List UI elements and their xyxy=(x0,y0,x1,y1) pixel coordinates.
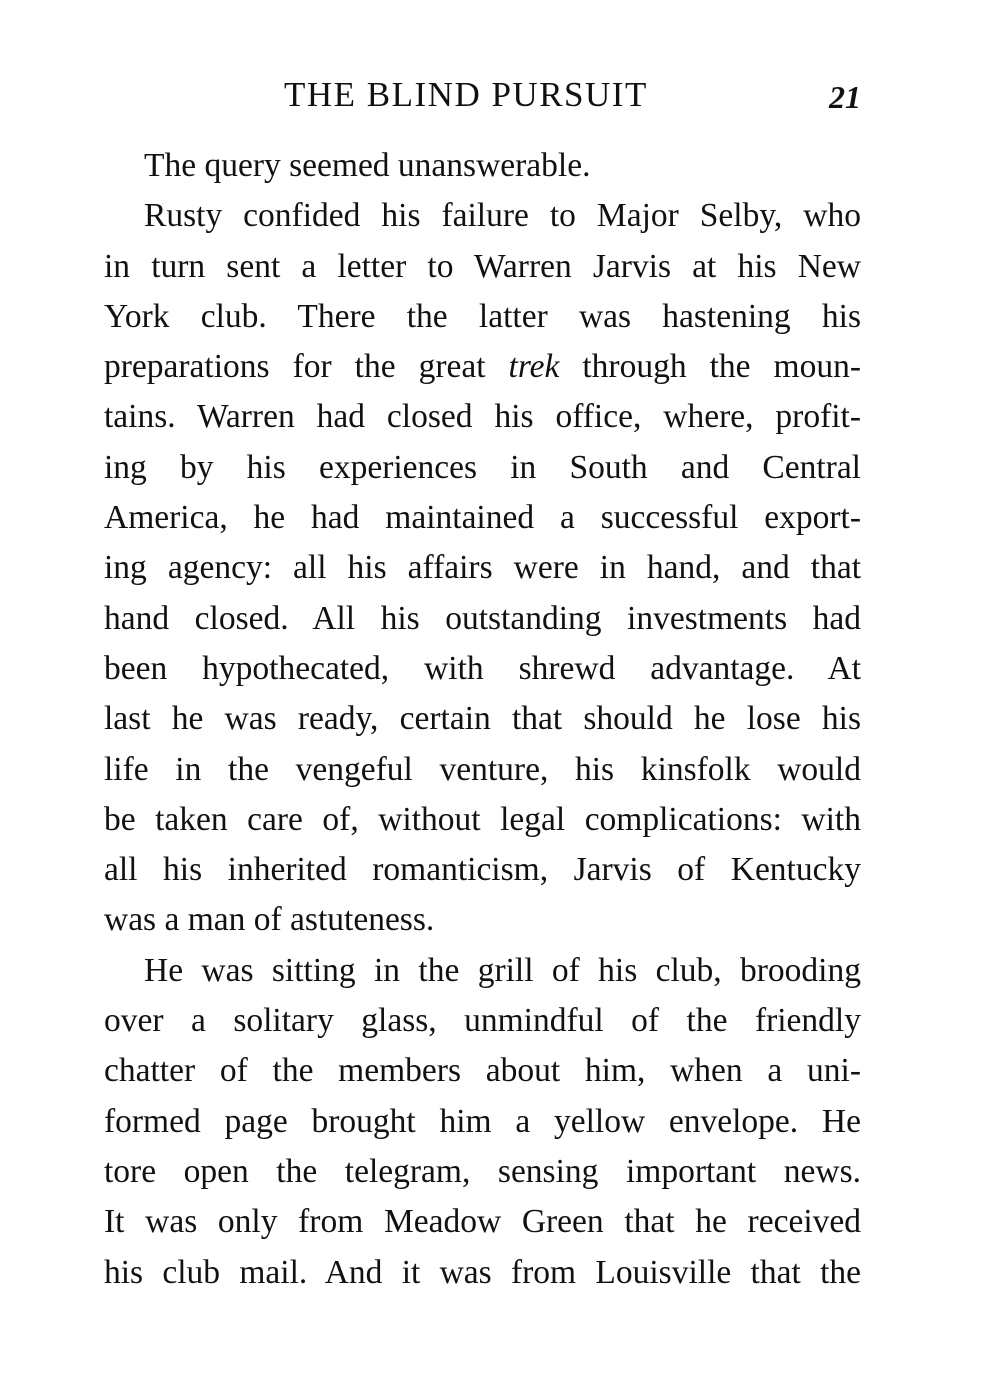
text-line: It was only from Meadow Green that he received xyxy=(104,1203,861,1241)
text-line: be taken care of, without legal complications: with xyxy=(104,800,861,838)
page-number: 21 xyxy=(829,79,861,115)
text-line: over a solitary glass, unmindful of the friendly xyxy=(104,1002,861,1040)
text-line: tains. Warren had closed his office, where, profit- xyxy=(104,398,861,436)
text-line: last he was ready, certain that should he lose his xyxy=(104,700,861,738)
italic-word: trek xyxy=(508,348,560,386)
text-line: ing by his experiences in South and Central xyxy=(104,448,861,486)
text-line: life in the vengeful venture, his kinsfolk would xyxy=(104,750,861,788)
text-line: was a man of astuteness. xyxy=(104,901,435,939)
text-line: been hypothecated, with shrewd advantage. At xyxy=(104,649,861,687)
running-head xyxy=(104,72,861,118)
text-line: formed page brought him a yellow envelope. He xyxy=(104,1102,861,1140)
text-line: tore open the telegram, sensing important news. xyxy=(104,1152,861,1190)
paragraph-1 xyxy=(104,141,861,191)
text-line: all his inherited romanticism, Jarvis of Kentucky xyxy=(104,851,861,889)
paragraph-3 xyxy=(104,946,861,1298)
text-line: America, he had maintained a successful export- xyxy=(104,499,861,537)
text-line: his club mail. And it was from Louisville that the xyxy=(104,1253,861,1291)
running-title: THE BLIND PURSUIT xyxy=(284,75,648,114)
paragraph-2 xyxy=(104,191,861,945)
text-line: He was sitting in the grill of his club, brooding xyxy=(144,951,861,989)
body-text xyxy=(104,141,861,1298)
text-line: hand closed. All his outstanding investments had xyxy=(104,599,861,637)
text-line: York club. There the latter was hastening his xyxy=(104,297,861,335)
text-line: in turn sent a letter to Warren Jarvis at his New xyxy=(104,247,861,285)
text-line xyxy=(104,342,861,392)
text-line: ing agency: all his affairs were in hand, and that xyxy=(104,549,861,587)
text-line: chatter of the members about him, when a uni- xyxy=(104,1052,861,1090)
text-run: through the moun- xyxy=(559,348,861,386)
text-run: preparations for the great xyxy=(104,348,509,386)
text-line: Rusty confided his failure to Major Selby, who xyxy=(144,197,861,235)
text-line: The query seemed unanswerable. xyxy=(144,147,591,184)
